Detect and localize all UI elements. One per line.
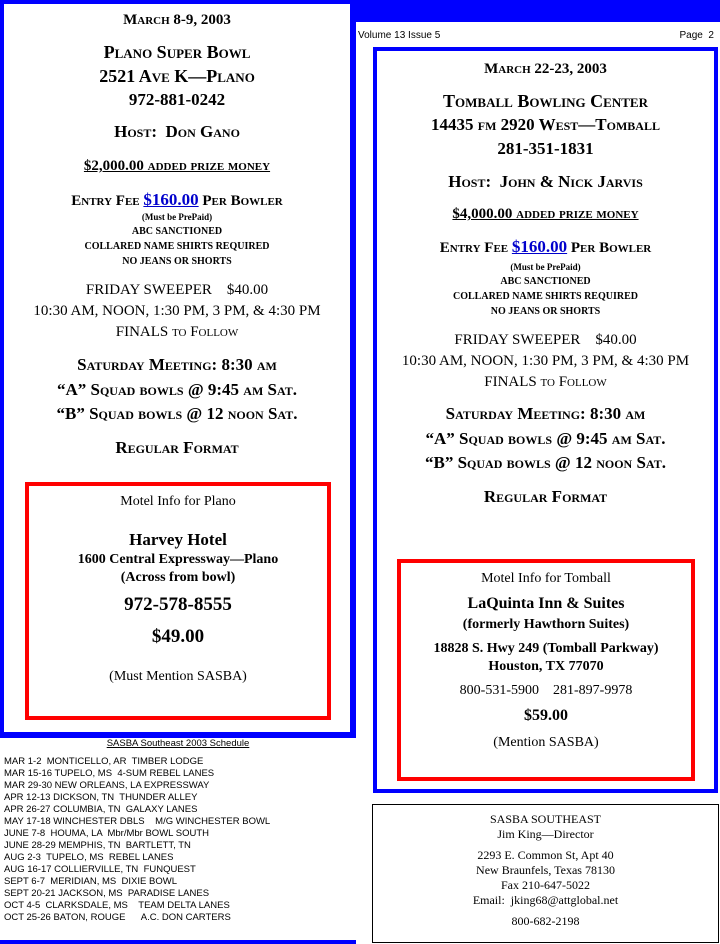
- tomball-squad-a: “A” Squad bowls @ 9:45 am Sat.: [425, 429, 666, 448]
- tomball-prepaid: (Must be PrePaid): [510, 262, 581, 272]
- schedule-section: [0, 738, 356, 944]
- tomball-sweeper: FRIDAY SWEEPER $40.00: [454, 332, 637, 348]
- schedule-item: JUNE 28-29 MEMPHIS, TN BARTLETT, TN: [4, 840, 191, 851]
- plano-prepaid: (Must be PrePaid): [141, 212, 213, 222]
- schedule-item: SEPT 20-21 JACKSON, MS PARADISE LANES: [4, 888, 210, 899]
- contact-org: SASBA SOUTHEAST: [489, 812, 602, 826]
- schedule-item: APR 26-27 COLUMBIA, TN GALAXY LANES: [4, 804, 198, 815]
- tomball-date: March 22-23, 2003: [484, 61, 607, 77]
- contact-fax: Fax 210-647-5022: [501, 878, 590, 892]
- bottom-blue-line: [0, 940, 356, 944]
- tomball-venue: Tomball Bowling Center: [443, 91, 648, 111]
- tomball-motel-box: [397, 559, 695, 781]
- plano-motel-mention: (Must Mention SASBA): [109, 669, 247, 684]
- plano-tournament-panel: [4, 4, 350, 732]
- page-number: Page 2: [679, 30, 714, 41]
- schedule-item: JUNE 7-8 HOUMA, LA Mbr/Mbr BOWL SOUTH: [4, 828, 209, 839]
- tomball-motel-mention: (Mention SASBA): [493, 735, 599, 750]
- plano-entry-amount[interactable]: $160.00: [143, 190, 199, 209]
- volume-label: Volume 13 Issue 5: [358, 30, 441, 41]
- tomball-abc: ABC SANCTIONED: [500, 276, 591, 287]
- plano-sweeper: FRIDAY SWEEPER $40.00: [85, 282, 269, 298]
- tomball-motel-address2: Houston, TX 77070: [488, 659, 604, 674]
- schedule-item: OCT 4-5 CLARKSDALE, MS TEAM DELTA LANES: [4, 900, 230, 911]
- tomball-entry-prefix: Entry Fee: [439, 240, 512, 256]
- plano-entry-suffix: Per Bowler: [198, 193, 283, 209]
- plano-prize: $2,000.00 added prize money: [83, 158, 271, 174]
- schedule-item: MAR 1-2 MONTICELLO, AR TIMBER LODGE: [4, 756, 204, 767]
- tomball-motel-address1: 18828 S. Hwy 249 (Tomball Parkway): [433, 641, 659, 656]
- tomball-prize: $4,000.00 added prize money: [452, 206, 639, 222]
- plano-jeans: NO JEANS OR SHORTS: [122, 256, 232, 267]
- plano-entry-fee: [4, 190, 350, 210]
- plano-motel-address: 1600 Central Expressway—Plano: [77, 552, 279, 567]
- schedule-item: MAR 15-16 TUPELO, MS 4-SUM REBEL LANES: [4, 768, 215, 779]
- schedule-list: [4, 756, 270, 924]
- tomball-motel-heading: Motel Info for Tomball: [481, 571, 611, 586]
- tomball-motel-name: LaQuinta Inn & Suites: [467, 595, 625, 612]
- tomball-jeans: NO JEANS OR SHORTS: [490, 306, 601, 317]
- plano-shirts: COLLARED NAME SHIRTS REQUIRED: [84, 241, 270, 252]
- plano-finals: FINALS to Follow: [115, 324, 239, 340]
- tomball-entry-amount[interactable]: $160.00: [511, 237, 568, 256]
- schedule-item: MAR 29-30 NEW ORLEANS, LA EXPRESSWAY: [4, 780, 210, 791]
- tomball-motel-phones: 800-531-5900 281-897-9978: [459, 683, 633, 698]
- plano-squad-a: “A” Squad bowls @ 9:45 am Sat.: [56, 380, 298, 399]
- tomball-meeting: Saturday Meeting: 8:30 am: [445, 404, 646, 423]
- schedule-item: MAY 17-18 WINCHESTER DBLS M/G WINCHESTER BOWL: [4, 816, 271, 827]
- plano-format: Regular Format: [115, 438, 239, 457]
- plano-address: 2521 Ave K—Plano: [99, 66, 255, 86]
- schedule-item: AUG 2-3 TUPELO, MS REBEL LANES: [4, 852, 174, 863]
- tomball-finals: FINALS to Follow: [484, 374, 607, 390]
- plano-motel-note: (Across from bowl): [120, 570, 236, 585]
- tomball-shirts: COLLARED NAME SHIRTS REQUIRED: [453, 291, 638, 302]
- tomball-squad-b: “B” Squad bowls @ 12 noon Sat.: [425, 453, 666, 472]
- schedule-item: SEPT 6-7 MERIDIAN, MS DIXIE BOWL: [4, 876, 177, 887]
- tomball-phone: 281-351-1831: [497, 139, 594, 158]
- plano-phone: 972-881-0242: [128, 90, 226, 109]
- tomball-motel-price: $59.00: [524, 707, 568, 724]
- plano-motel-name: Harvey Hotel: [129, 530, 227, 549]
- contact-phone: 800-682-2198: [511, 914, 580, 928]
- tomball-format: Regular Format: [483, 487, 608, 506]
- plano-motel-phone: 972-578-8555: [124, 594, 232, 615]
- schedule-title: SASBA Southeast 2003 Schedule: [106, 738, 250, 749]
- plano-meeting: Saturday Meeting: 8:30 am: [77, 355, 277, 374]
- plano-abc: ABC SANCTIONED: [131, 226, 223, 237]
- contact-director: Jim King—Director: [497, 827, 594, 841]
- contact-city: New Braunfels, Texas 78130: [476, 863, 615, 877]
- schedule-item: AUG 16-17 COLLIERVILLE, TN FUNQUEST: [4, 864, 196, 875]
- plano-host: Host: Don Gano: [114, 122, 240, 141]
- tomball-tournament-panel: [373, 47, 718, 793]
- tomball-entry-fee: [377, 237, 714, 257]
- plano-venue: Plano Super Bowl: [103, 42, 251, 62]
- plano-squad-b: “B” Squad bowls @ 12 noon Sat.: [56, 404, 298, 423]
- tomball-address: 14435 fm 2920 West—Tomball: [431, 115, 660, 134]
- plano-date: March 8-9, 2003: [123, 12, 231, 28]
- plano-motel-price: $49.00: [151, 626, 205, 647]
- contact-box: [372, 804, 719, 943]
- plano-times: 10:30 AM, NOON, 1:30 PM, 3 PM, & 4:30 PM: [33, 303, 321, 319]
- schedule-item: APR 12-13 DICKSON, TN THUNDER ALLEY: [4, 792, 198, 803]
- tomball-times: 10:30 AM, NOON, 1:30 PM, 3 PM, & 4:30 PM: [401, 353, 690, 369]
- contact-street: 2293 E. Common St, Apt 40: [477, 848, 614, 862]
- contact-email[interactable]: Email: jking68@attglobal.net: [472, 893, 619, 907]
- plano-entry-prefix: Entry Fee: [71, 193, 144, 209]
- tomball-entry-suffix: Per Bowler: [567, 240, 652, 256]
- plano-motel-box: [25, 482, 331, 720]
- schedule-item: OCT 25-26 BATON, ROUGE A.C. DON CARTERS: [4, 912, 231, 923]
- tomball-host: Host: John & Nick Jarvis: [448, 172, 643, 191]
- plano-motel-heading: Motel Info for Plano: [120, 494, 236, 509]
- tomball-motel-formerly: (formerly Hawthorn Suites): [462, 617, 630, 632]
